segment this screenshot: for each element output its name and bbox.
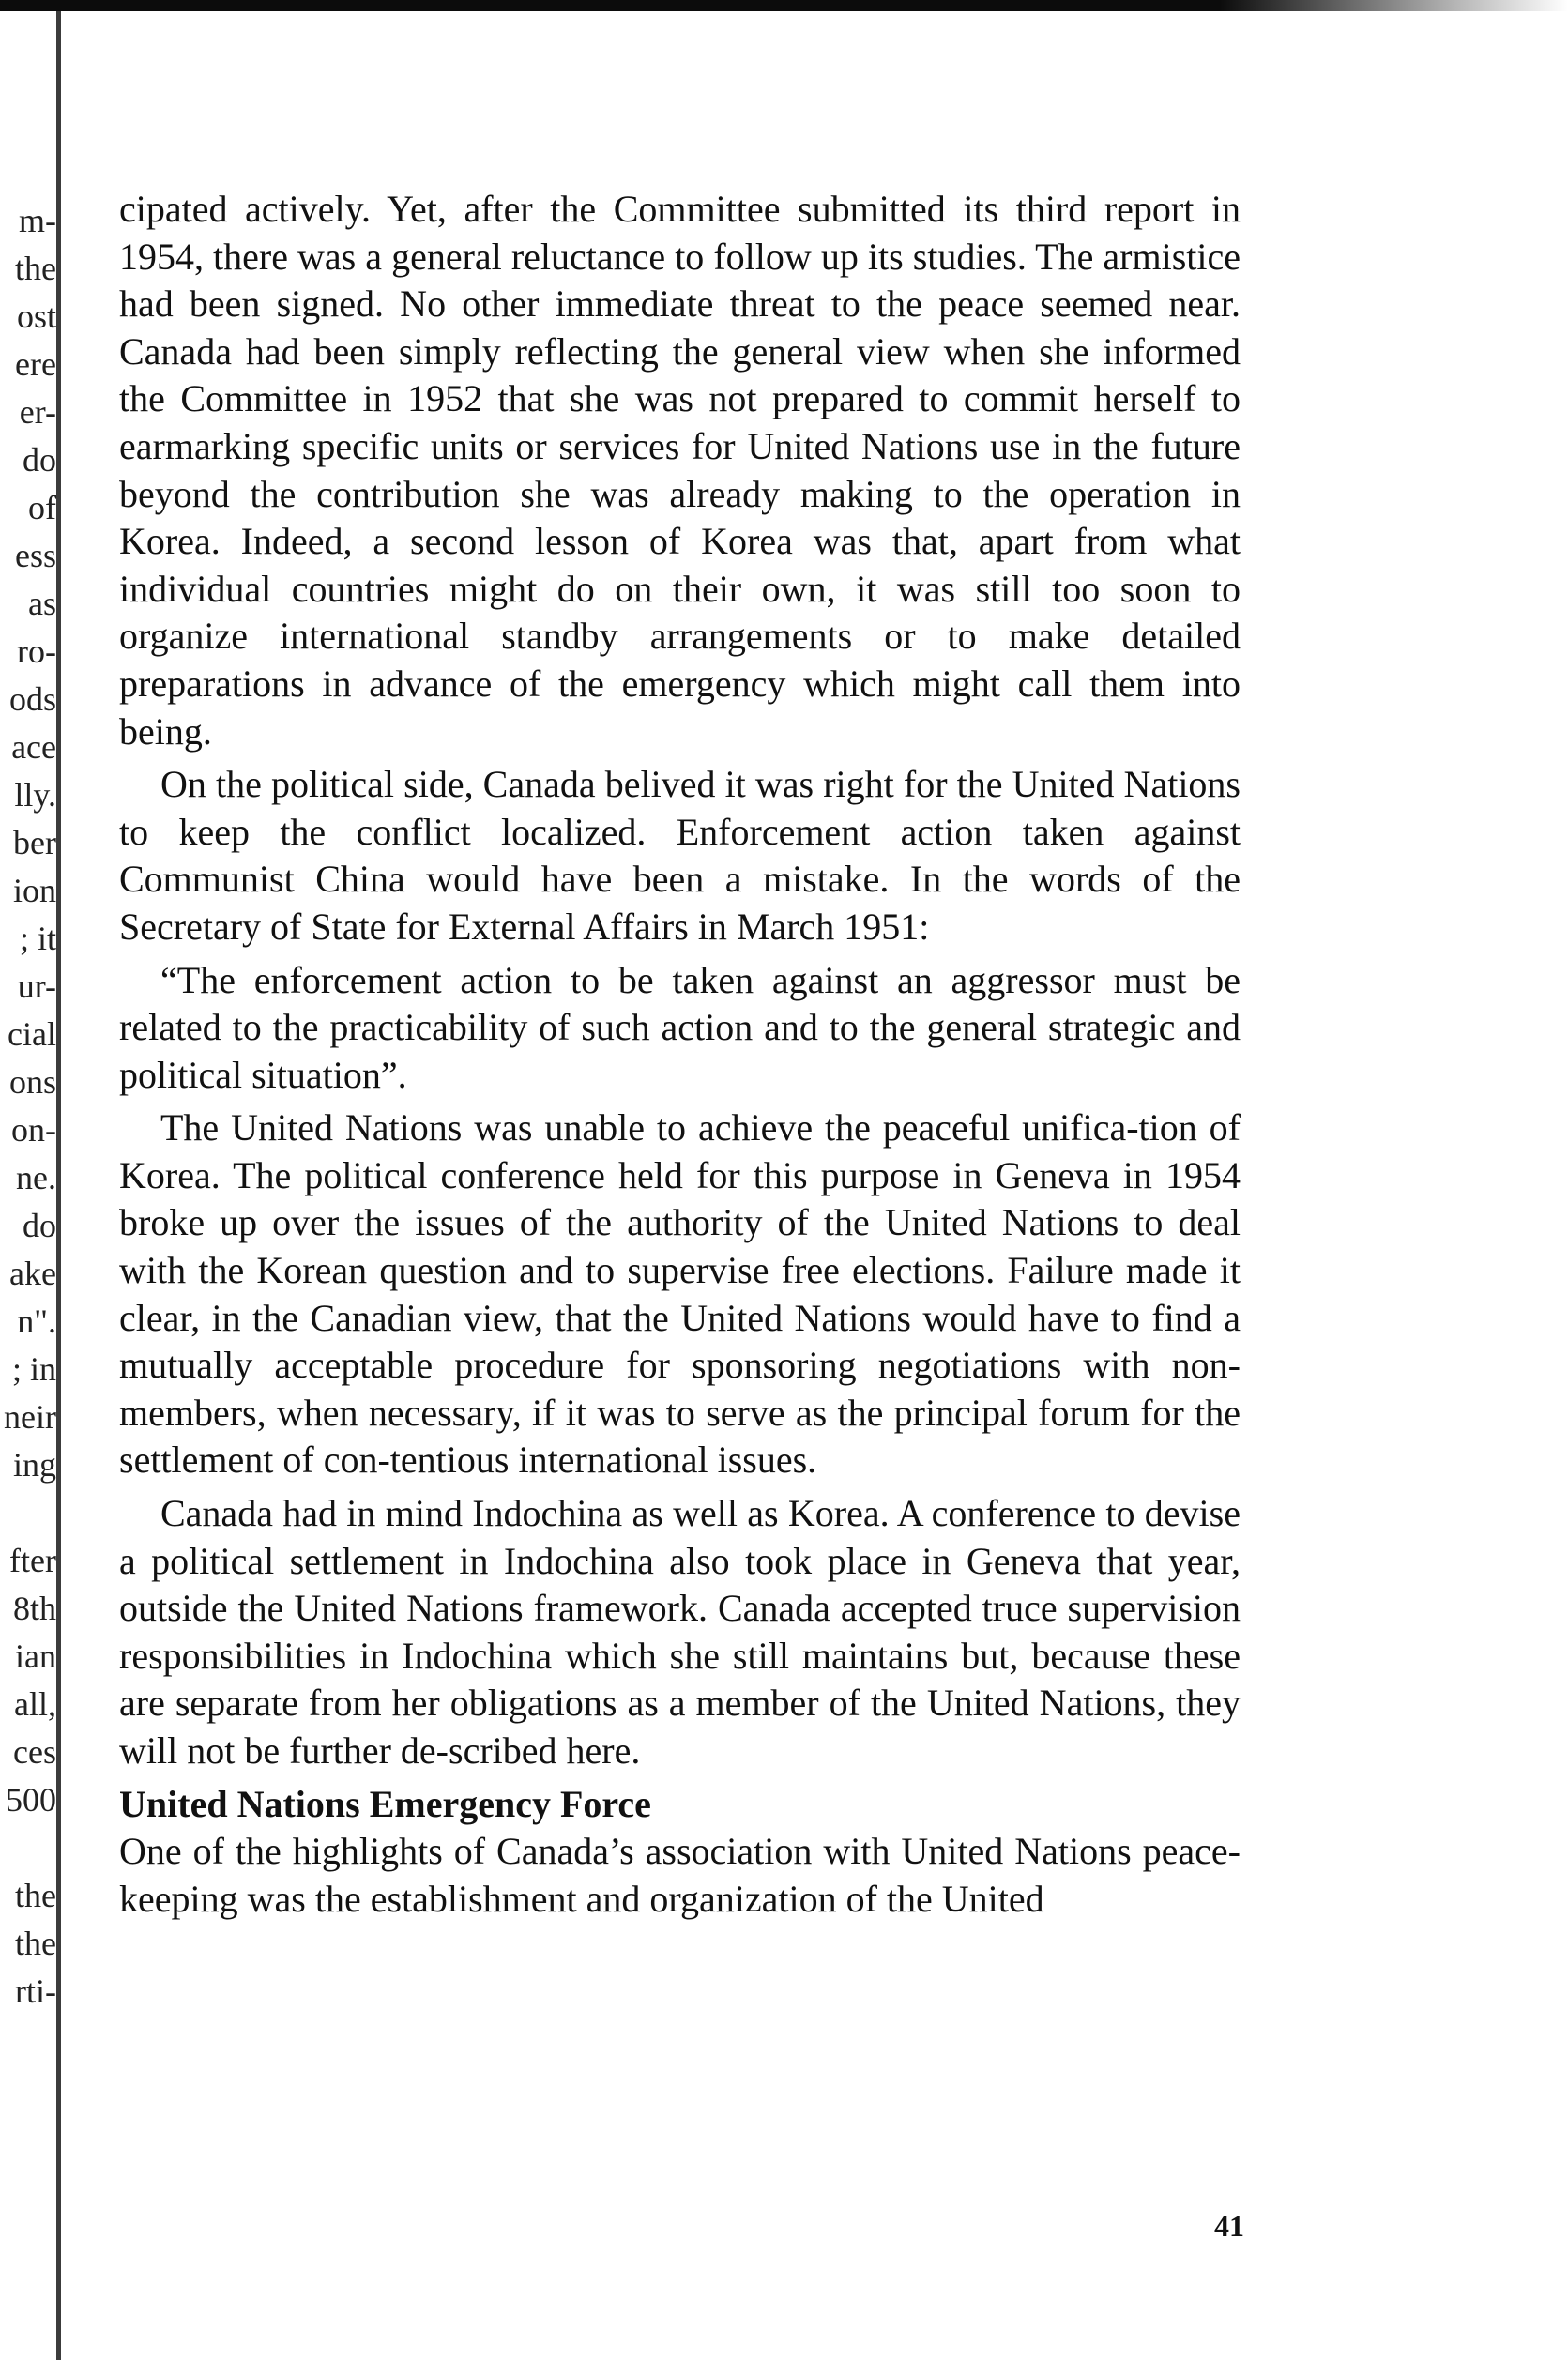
paragraph-4: The United Nations was unable to achieve the peaceful unifica-tion of Korea. The political conference held for this purpose in Geneva in 1954 broke up over the issues of the authority of the United Nations to deal with the Korean question and to supervise free elections. Failure made it clear, in the Canadian view, that the United Nations would have to find a mutually acceptable procedure for sponsoring negotiations with non-members, when necessary, if it was to serve as the principal forum for the settlement of con-tentious international issues. (119, 1106, 1241, 1482)
facing-page-fragment: do (23, 1207, 56, 1244)
facing-page-fragment: as (28, 585, 56, 622)
gutter-binding-line (56, 11, 61, 2360)
facing-page-fragment: ; it (19, 920, 56, 957)
fragment-gap (0, 1489, 56, 1537)
facing-page-fragment: rti- (15, 1972, 56, 2010)
facing-page-fragment: ion (12, 872, 56, 909)
main-text-column (119, 186, 1241, 1923)
facing-page-fragment: n". (17, 1302, 56, 1340)
facing-page-fragment: cial (8, 1015, 56, 1053)
facing-page-fragment: the (15, 1877, 56, 1914)
facing-page-fragment: ro- (17, 632, 56, 670)
facing-page-fragment: do (23, 441, 56, 479)
facing-page-fragment: ces (13, 1733, 56, 1771)
facing-page-fragment: neir (4, 1398, 56, 1436)
facing-page-fragment: er- (19, 393, 56, 431)
facing-page-fragment: ace (11, 728, 56, 766)
facing-page-fragments (0, 197, 56, 2016)
facing-page-fragment: on- (11, 1111, 56, 1149)
facing-page-fragment: ian (15, 1637, 56, 1675)
paragraph-5: Canada had in mind Indochina as well as Korea. A conference to devise a political settlement in Indochina also took place in Geneva that year, outside the United Nations framework. Canada accepted truce supervision responsibilities in Indochina which she still maintains but, because these are separate from her obligations as a member of the United Nations, they will not be further de-scribed here. (119, 1492, 1241, 1772)
facing-page-fragment: ur- (17, 967, 56, 1005)
paragraph-6: One of the highlights of Canada’s association with United Nations peace-keeping was the establishment and organization of the United (119, 1830, 1241, 1920)
section-heading: United Nations Emergency Force (119, 1782, 651, 1825)
facing-page-fragment: the (15, 1925, 56, 1962)
page-number: 41 (1214, 2209, 1244, 2243)
paragraph-1: cipated actively. Yet, after the Committee submitted its third report in 1954, there was a general reluctance to follow up its studies. The armistice had been signed. No other immediate threat to the peace seemed near. Canada had been simply reflecting the general view when she informed the Committee in 1952 that she was not prepared to commit herself to earmarking specific units or services for United Nations use in the future beyond the contribution she was already making to the operation in Korea. Indeed, a second lesson of Korea was that, apart from what individual countries might do on their own, it was still too soon to organize international standby arrangements or to make detailed preparations in advance of the emergency which might call them into being. (119, 188, 1241, 753)
facing-page-fragment: fter (9, 1542, 56, 1579)
facing-page-fragment: ing (12, 1446, 56, 1484)
facing-page-fragment: 500 (6, 1781, 56, 1819)
facing-page-fragment: lly. (14, 776, 56, 814)
facing-page-fragment: ess (15, 537, 56, 574)
facing-page-fragment: all, (14, 1685, 56, 1723)
facing-page-fragment: 8th (12, 1590, 56, 1627)
facing-page-fragment: ons (8, 1063, 56, 1101)
top-rule-fade (1220, 0, 1568, 11)
facing-page-fragment: ber (13, 824, 56, 861)
facing-page-fragment: ost (16, 297, 56, 335)
facing-page-fragment: the (15, 250, 56, 287)
facing-page-fragment: ne. (16, 1159, 56, 1196)
quotation: “The enforcement action to be taken against an aggressor must be related to the practicability of such action and to the general strategic and political situation”. (119, 958, 1241, 1096)
facing-page-fragment: m- (19, 202, 56, 239)
facing-page-fragment: ; in (11, 1350, 56, 1388)
paragraph-2: On the political side, Canada belived it was right for the United Nations to keep the conflict localized. Enforcement action taken against Communist China would have been a mistake. In the words of the Secretary of State for External Affairs in March 1951: (119, 763, 1241, 948)
facing-page-fragment: ods (8, 680, 56, 718)
facing-page-fragment: of (28, 489, 56, 526)
fragment-gap (0, 1824, 56, 1872)
facing-page-fragment: ere (15, 345, 56, 383)
facing-page-fragment: ake (9, 1255, 56, 1292)
